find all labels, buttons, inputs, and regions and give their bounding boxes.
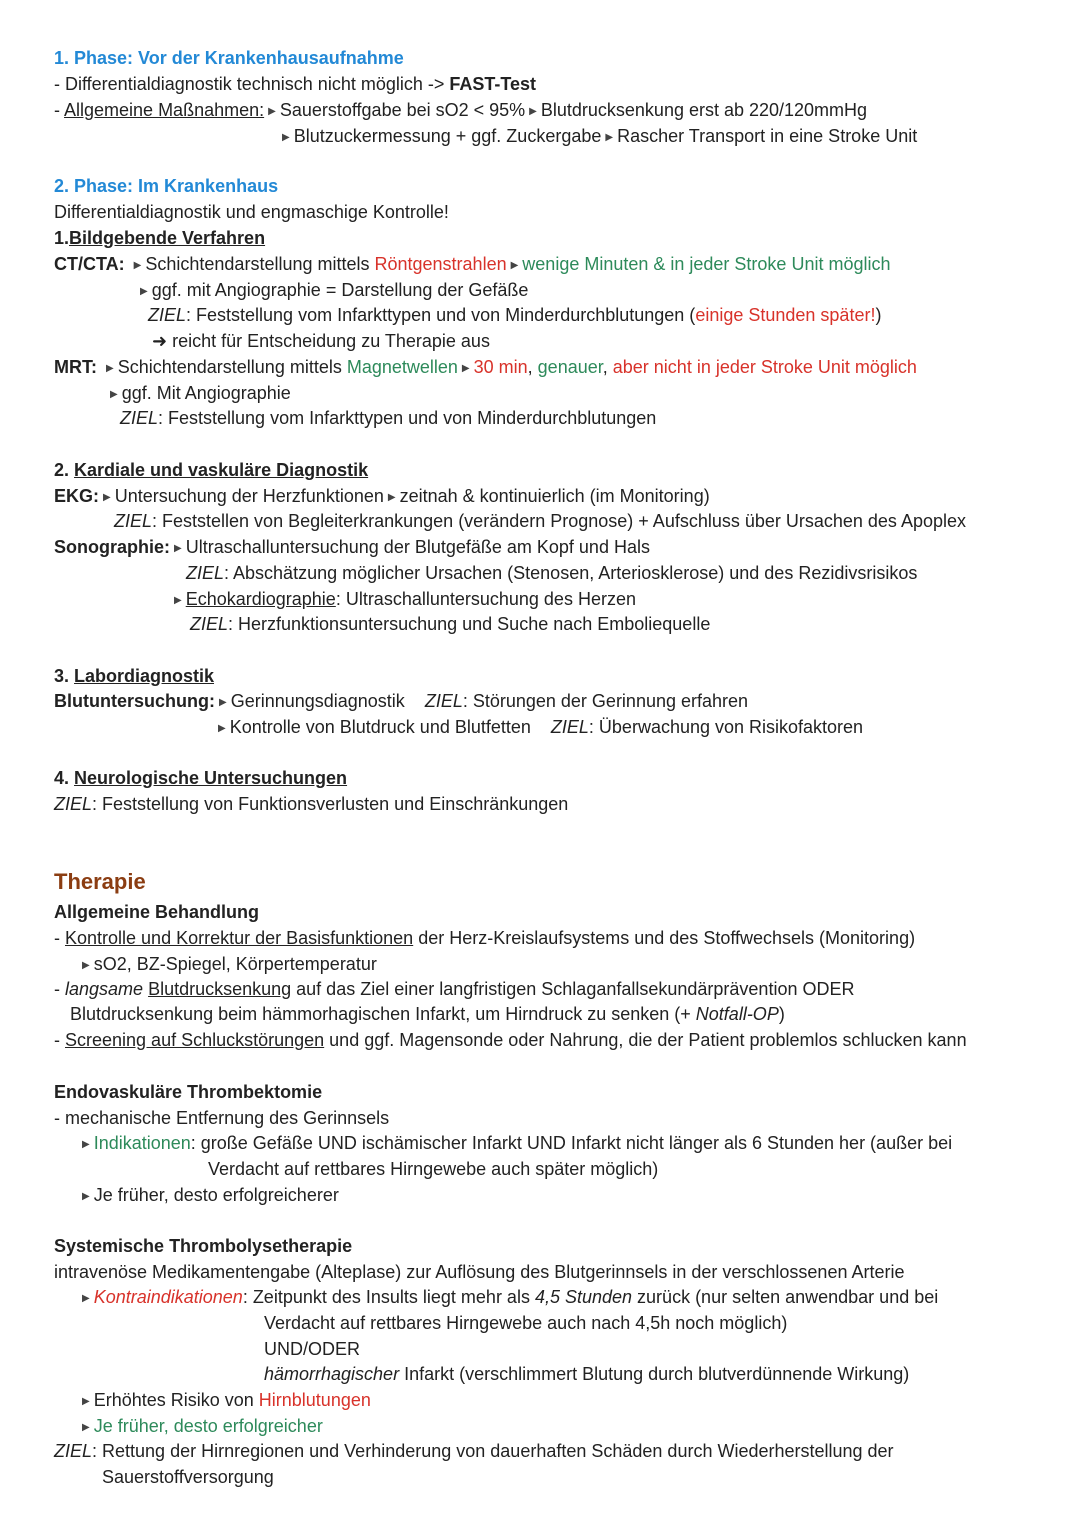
sys-line-3: Verdacht auf rettbares Hirngewebe auch nach 4,5h noch möglich) [264,1313,788,1333]
allg-line-2: ▶ sO2, BZ-Spiegel, Körpertemperatur [82,954,377,974]
phase2-intro: Differentialdiagnostik und engmaschige Kontrolle! [54,202,449,222]
ct-line-1: CT/CTA: ▶ Schichtendarstellung mittels Röntgenstrahlen ▶ wenige Minuten & in jeder Stroke Unit möglich [54,254,891,274]
endo-line-2: ▶ Indikationen: große Gefäße UND ischämischer Infarkt UND Infarkt nicht länger als 6 Stunden her (außer bei [82,1133,953,1153]
sys-line-1: intravenöse Medikamentengabe (Alteplase) zur Auflösung des Blutgerinnsels in der verschlossenen Arterie [54,1262,905,1282]
endo-line-4: ▶ Je früher, desto erfolgreicherer [82,1185,339,1205]
ct-line-3: ZIEL: Feststellung vom Infarkttypen und von Minderdurchblutungen (einige Stunden später!) [148,305,882,325]
ekg-line-1: EKG: ▶ Untersuchung der Herzfunktionen ▶ zeitnah & kontinuierlich (im Monitoring) [54,486,710,506]
ziel-line-2: Sauerstoffversorgung [102,1467,274,1487]
echo-line-2: ZIEL: Herzfunktionsuntersuchung und Suche nach Emboliequelle [190,614,711,634]
sys-line-2: ▶ Kontraindikationen: Zeitpunkt des Insults liegt mehr als 4,5 Stunden zurück (nur selten anwendbar und bei [82,1287,939,1307]
phase2-heading: 2. Phase: Im Krankenhaus [54,176,279,196]
sys-line-6: ▶ Erhöhtes Risiko von Hirnblutungen [82,1390,371,1410]
endo-line-1: - mechanische Entfernung des Gerinnsels [54,1108,390,1128]
allg-line-1: - Kontrolle und Korrektur der Basisfunktionen der Herz-Kreislaufsystems und des Stoffwechsels (Monitoring) [54,928,916,948]
neuro-line: ZIEL: Feststellung von Funktionsverlusten und Einschränkungen [54,794,569,814]
ekg-line-2: ZIEL: Feststellen von Begleiterkrankungen (verändern Prognose) + Aufschluss über Ursachen des Apoplex [114,511,966,531]
section-bildgebung-heading: 1.Bildgebende Verfahren [54,228,266,248]
echo-line-1: ▶ Echokardiographie: Ultraschalluntersuchung des Herzen [174,589,636,609]
thrombektomie-heading: Endovaskuläre Thrombektomie [54,1082,323,1102]
section-neuro-heading: 4. Neurologische Untersuchungen [54,768,348,788]
phase1-line-diagnostik: - Differentialdiagnostik technisch nicht möglich -> FAST-Test [54,74,537,94]
blut-line-2: ▶ Kontrolle von Blutdruck und Blutfetten ZIEL: Überwachung von Risikofaktoren [218,717,864,737]
endo-line-3: Verdacht auf rettbares Hirngewebe auch später möglich) [208,1159,659,1179]
phase1-heading: 1. Phase: Vor der Krankenhausaufnahme [54,48,404,68]
allg-line-4: Blutdrucksenkung beim hämmorhagischen Infarkt, um Hirndruck zu senken (+ Notfall-OP) [70,1004,785,1024]
allgemeine-behandlung-heading: Allgemeine Behandlung [54,902,260,922]
phase1-line-massnahmen-2: ▶ Blutzuckermessung + ggf. Zuckergabe ▶ Rascher Transport in eine Stroke Unit [282,126,918,146]
section-labor-heading: 3. Labordiagnostik [54,666,215,686]
sys-line-7: ▶ Je früher, desto erfolgreicher [82,1416,323,1436]
allg-line-5: - Screening auf Schluckstörungen und ggf. Magensonde oder Nahrung, die der Patient problemlos schlucken kann [54,1030,967,1050]
allg-line-3: - langsame Blutdrucksenkung auf das Ziel einer langfristigen Schlaganfallsekundärprävention ODER [54,979,855,999]
mrt-line-1: MRT: ▶ Schichtendarstellung mittels Magnetwellen ▶ 30 min, genauer, aber nicht in jeder Stroke Unit möglich [54,357,917,377]
sys-line-4: UND/ODER [264,1339,361,1359]
mrt-line-2: ▶ ggf. Mit Angiographie [110,383,291,403]
sono-line-1: Sonographie: ▶ Ultraschalluntersuchung der Blutgefäße am Kopf und Hals [54,537,650,557]
section-kardial-heading: 2. Kardiale und vaskuläre Diagnostik [54,460,369,480]
sys-line-5: hämorrhagischer Infarkt (verschlimmert Blutung durch blutverdünnende Wirkung) [264,1364,910,1384]
thrombolyse-heading: Systemische Thrombolysetherapie [54,1236,353,1256]
sono-line-2: ZIEL: Abschätzung möglicher Ursachen (Stenosen, Arteriosklerose) und des Rezidivsrisikos [186,563,918,583]
mrt-line-3: ZIEL: Feststellung vom Infarkttypen und von Minderdurchblutungen [120,408,657,428]
ziel-line-1: ZIEL: Rettung der Hirnregionen und Verhinderung von dauerhaften Schäden durch Wiederherstellung der [54,1441,894,1461]
ct-line-2: ▶ ggf. mit Angiographie = Darstellung der Gefäße [140,280,529,300]
therapie-heading: Therapie [54,869,146,894]
phase1-line-massnahmen: - Allgemeine Maßnahmen: ▶ Sauerstoffgabe bei sO2 < 95% ▶ Blutdrucksenkung erst ab 220/120mmHg [54,100,868,120]
blut-line-1: Blutuntersuchung: ▶ Gerinnungsdiagnostik ZIEL: Störungen der Gerinnung erfahren [54,691,749,711]
ct-line-4: ➜ reicht für Entscheidung zu Therapie aus [152,331,490,351]
